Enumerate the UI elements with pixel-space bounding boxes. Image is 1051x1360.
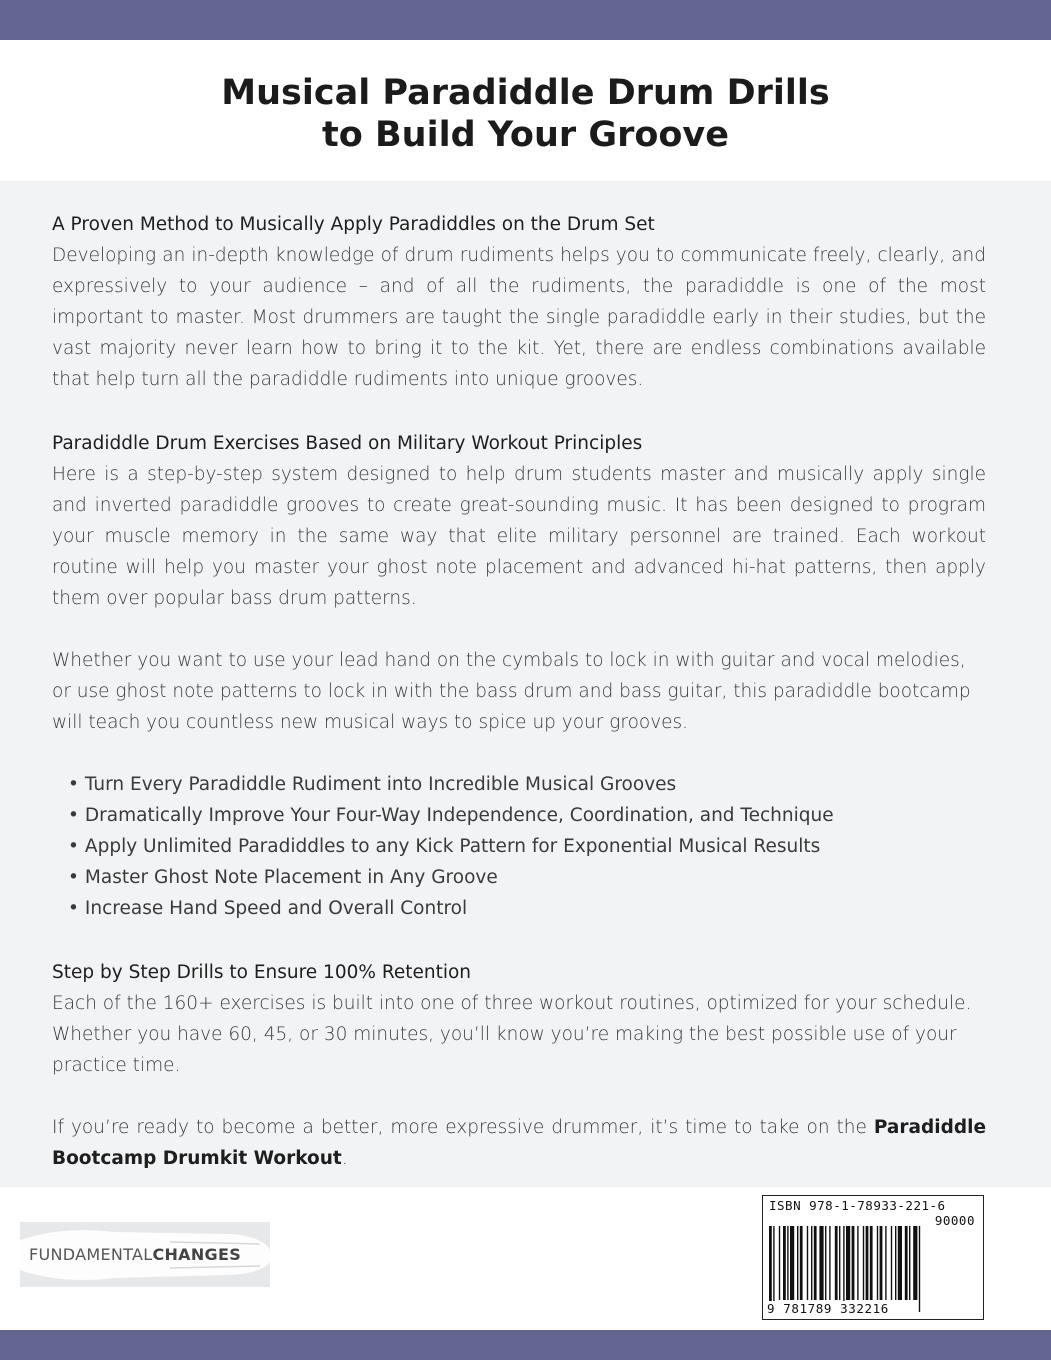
closing-period: . [341, 1148, 348, 1169]
book-title [0, 72, 1051, 156]
barcode-bar [814, 1226, 817, 1300]
paragraph-closing [52, 1112, 986, 1174]
barcode-bar [852, 1226, 855, 1300]
barcode-bar [877, 1226, 878, 1300]
isbn-number: ISBN 978-1-78933-221-6 [769, 1198, 946, 1213]
description-panel [0, 181, 1051, 1187]
publisher-name-light: FUNDAMENTAL [29, 1245, 153, 1264]
barcode-bar [839, 1226, 840, 1300]
barcode-bar [825, 1226, 826, 1300]
barcode-bar [866, 1226, 869, 1300]
barcode-bar [857, 1226, 858, 1300]
barcode-bar [846, 1226, 850, 1300]
benefits-list [52, 769, 986, 924]
section-heading-retention: Step by Step Drills to Ensure 100% Retention [52, 962, 472, 983]
section-heading-method: A Proven Method to Musically Apply Paradiddles on the Drum Set [52, 214, 655, 235]
barcode-bar [863, 1226, 864, 1300]
barcode-bar [819, 1226, 823, 1300]
paragraph-lead-hand: Whether you want to use your lead hand on the cymbals to lock in with guitar and vocal melodies, or use ghost note patterns to lock in with the bass drum and bass guitar, this paradiddle bootcamp will teach you countless new musical ways to spice up your grooves. [52, 650, 971, 733]
barcode-bar [835, 1226, 838, 1300]
ean-digits: 9 781789 332216 [767, 1301, 889, 1316]
list-item: • Master Ghost Note Placement in Any Groove [68, 862, 986, 893]
paragraph-rudiments: Developing an in-depth knowledge of drum rudiments helps you to communicate freely, clearly, and expressively to your audience – and of all the rudiments, the paradiddle is one of the most important to master. Most drummers are taught the single paradiddle early in their studies, but the vast majority never learn how to bring it to the kit. Yet, there are endless combinations available that help turn all the paradiddle rudiments into unique grooves. [52, 245, 986, 390]
barcode-bar [769, 1226, 772, 1312]
paragraph-exercises: Each of the 160+ exercises is built into one of three workout routines, optimized for your schedule. Whether you have 60, 45, or 30 minutes, you’ll know you’re making the best possible use of your practice time. [52, 993, 972, 1076]
barcode-bar [885, 1226, 886, 1300]
list-item: • Turn Every Paradiddle Rudiment into Incredible Musical Grooves [68, 769, 986, 800]
list-item: • Apply Unlimited Paradiddles to any Kick Pattern for Exponential Musical Results [68, 831, 986, 862]
isbn-barcode [762, 1195, 984, 1320]
title-line-1: Musical Paradiddle Drum Drills [221, 73, 830, 113]
barcode-bar [773, 1226, 774, 1312]
publisher-name [29, 1245, 241, 1264]
barcode-bar [913, 1226, 917, 1300]
book-name-bold: Paradiddle Bootcamp Drumkit Workout [52, 1117, 986, 1169]
section-heading-military: Paradiddle Drum Exercises Based on Military Workout Principles [52, 433, 643, 454]
barcode-bar [783, 1226, 786, 1300]
barcode-bar [843, 1226, 844, 1312]
barcode-bar [797, 1226, 798, 1300]
barcode-bar [787, 1226, 788, 1300]
barcode-bar [905, 1226, 908, 1300]
barcode-bar [880, 1226, 883, 1300]
bottom-color-band [0, 1330, 1051, 1360]
description-text [52, 209, 986, 1174]
price-code: 90000 [934, 1213, 975, 1228]
title-line-2: to Build Your Groove [322, 115, 729, 155]
list-item: • Dramatically Improve Your Four-Way Independence, Coordination, and Technique [68, 800, 986, 831]
publisher-logo [20, 1222, 270, 1287]
barcode-bar [800, 1226, 803, 1300]
top-color-band [0, 0, 1051, 40]
barcode-bar [807, 1226, 808, 1300]
paragraph-system: Here is a step-by-step system designed to help drum students master and musically apply single and inverted paradiddle grooves to create great-sounding music. It has been designed to program your muscle memory in the same way that elite military personnel are trained. Each workout routine will help you master your ghost note placement and advanced hi-hat patterns, then apply them over popular bass drum patterns. [52, 464, 986, 609]
barcode-bar [811, 1226, 812, 1300]
barcode-bar [909, 1226, 910, 1300]
barcode-bar [779, 1226, 780, 1300]
barcode-bar [870, 1226, 873, 1300]
barcode-bar [829, 1226, 830, 1300]
barcode-bar [790, 1226, 794, 1300]
barcode-bar [898, 1226, 902, 1300]
closing-text: If you’re ready to become a better, more expressive drummer, it’s time to take on the [52, 1117, 874, 1138]
barcode-bar [891, 1226, 892, 1300]
barcode-bar [895, 1226, 896, 1300]
barcode-bars [769, 1226, 979, 1312]
publisher-name-bold: CHANGES [152, 1245, 242, 1264]
list-item: • Increase Hand Speed and Overall Control [68, 893, 986, 924]
barcode-bar [919, 1226, 920, 1312]
